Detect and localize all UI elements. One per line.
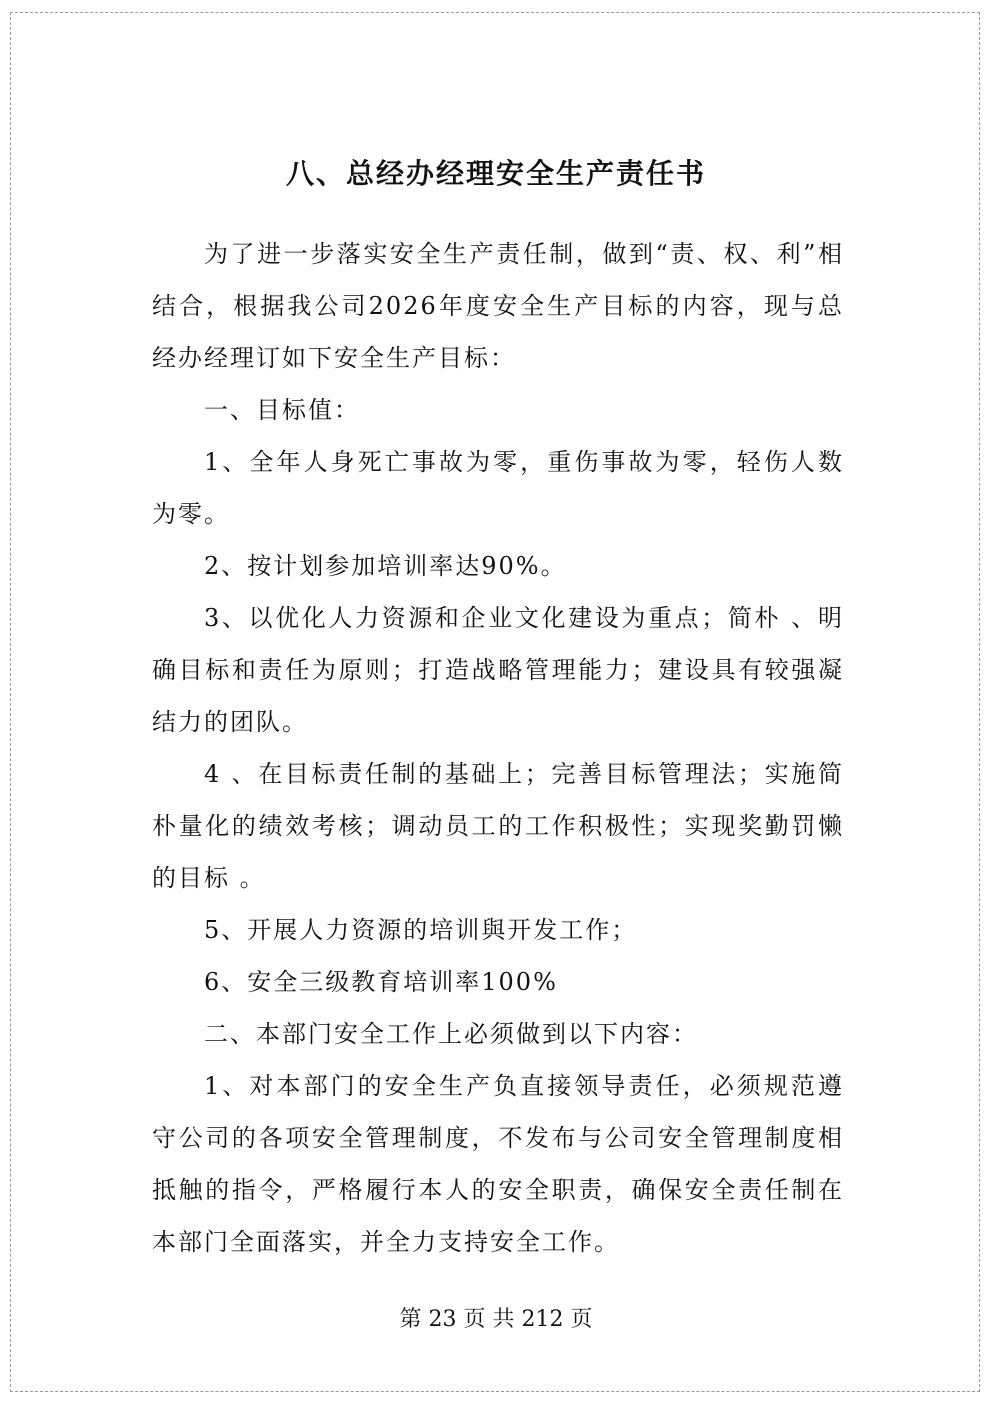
paragraph-target-5: 5、开展人力资源的培训與开发工作； [204, 916, 638, 944]
paragraph-duty-1: 1、对本部门的安全生产负直接领导责任，必须规范遵守公司的各项安全管理制度，不发布与公司安全管理制度相抵触的指令，严格履行本人的安全职责，确保安全责任制在本部门全面落实，并全力支持安全工作。 [152, 1072, 844, 1256]
document-body [152, 228, 844, 1268]
paragraph-section-1-heading: 一、目标值： [204, 396, 360, 424]
paragraph-target-6: 6、安全三级教育培训率100% [204, 968, 558, 996]
paragraph-intro: 为了进一步落实安全生产责任制，做到“责、权、利”相结合，根据我公司2026年度安全生产目标的内容，现与总经办经理订如下安全生产目标： [152, 240, 844, 372]
paragraph-section-2-heading: 二、本部门安全工作上必须做到以下内容： [204, 1020, 698, 1048]
document-title: 八、总经办经理安全生产责任书 [285, 157, 706, 190]
paragraph-target-1: 1、全年人身死亡事故为零，重伤事故为零，轻伤人数为零。 [152, 448, 844, 528]
page-number-footer: 第 23 页 共 212 页 [399, 1307, 593, 1332]
paragraph-target-3: 3、以优化人力资源和企业文化建设为重点；简朴 、明确目标和责任为原则；打造战略管理能力；建设具有较强凝结力的团队。 [152, 604, 844, 736]
paragraph-target-2: 2、按计划参加培训率达90%。 [204, 552, 567, 580]
paragraph-target-4: 4 、在目标责任制的基础上；完善目标管理法；实施简朴量化的绩效考核；调动员工的工作积极性；实现奖勤罚懒的目标 。 [152, 760, 844, 892]
